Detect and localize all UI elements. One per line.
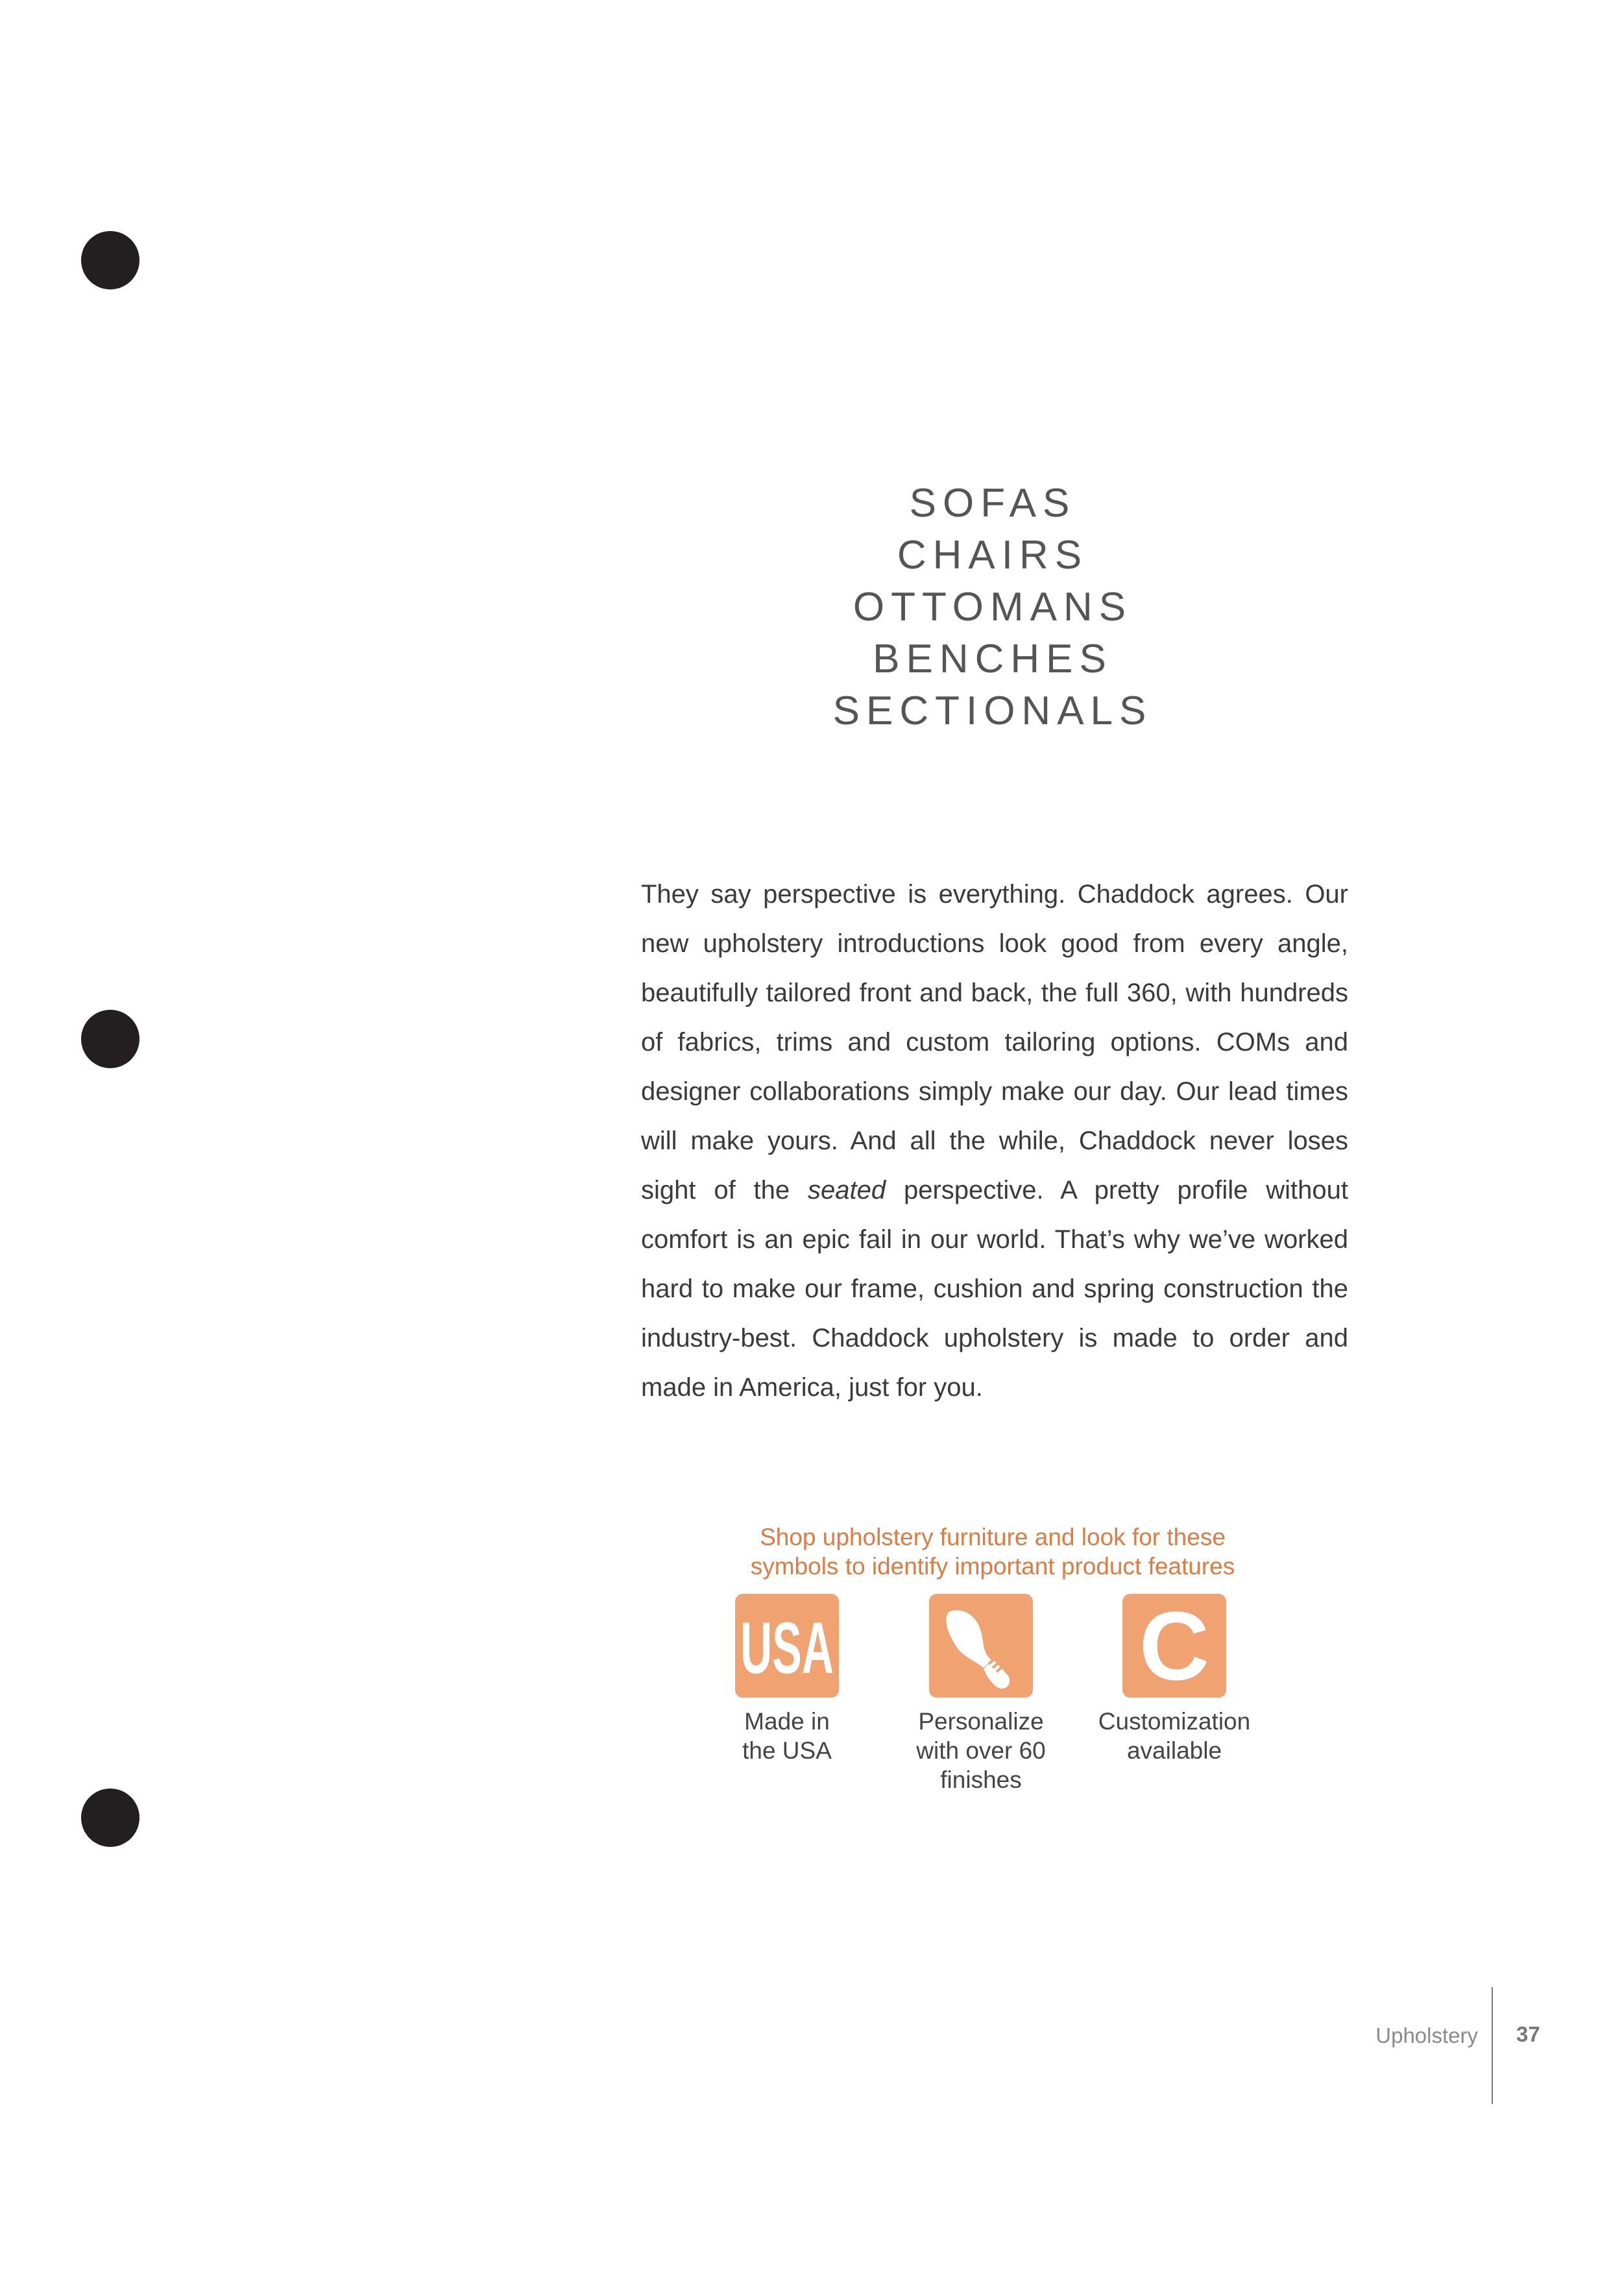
customization-graphic	[1122, 1591, 1226, 1700]
category-item: OTTOMANS	[853, 585, 1133, 629]
caption-line: Customization	[1098, 1708, 1251, 1735]
customization-badge-text: C	[1139, 1591, 1210, 1700]
paintbrush-icon	[929, 1594, 1033, 1698]
callout-line-1: Shop upholstery furniture and look for these	[760, 1524, 1226, 1550]
punch-hole-bottom	[81, 1789, 139, 1847]
intro-paragraph	[641, 870, 1348, 1412]
caption-line: available	[1126, 1737, 1222, 1764]
page-number: 37	[1516, 2022, 1540, 2046]
category-item: CHAIRS	[897, 533, 1089, 578]
customization-c-icon	[1122, 1591, 1226, 1700]
callout-line-2: symbols to identify important product features	[750, 1553, 1235, 1580]
usa-badge-icon	[735, 1594, 839, 1698]
intro-text-part2: perspective. A pretty profile without comfort is an epic fail in our world. That’s why we’ve worked hard to make our frame, cushion and spring construction the industry-best. Chaddock upholstery is made to order and made in America, just for you.	[641, 1176, 1348, 1402]
feature-caption	[690, 1707, 884, 1765]
feature-caption	[884, 1707, 1078, 1794]
caption-line: the USA	[742, 1737, 832, 1764]
feature-caption	[1077, 1707, 1272, 1765]
feature-customization	[1077, 1591, 1272, 1765]
feature-personalize-finishes	[884, 1594, 1078, 1794]
footer-divider	[1492, 1987, 1493, 2104]
caption-line: finishes	[940, 1766, 1022, 1793]
category-item: SOFAS	[909, 481, 1076, 526]
category-list	[733, 478, 1252, 737]
punch-hole-middle	[81, 1010, 139, 1068]
caption-line: Made in	[744, 1708, 830, 1735]
intro-text-part1: They say perspective is everything. Chaddock agrees. Our new upholstery introductions look good from every angle, beautifully tailored front and back, the full 360, with hundreds of fabrics, trims and custom tailoring options. COMs and designer collaborations simply make our day. Our lead times will make yours. And all the while, Chaddock never loses sight of the	[641, 880, 1348, 1204]
footer-section-label: Upholstery	[1375, 2023, 1478, 2047]
feature-made-in-usa	[690, 1594, 884, 1765]
caption-line: Personalize	[918, 1708, 1044, 1735]
intro-text-italic: seated	[808, 1176, 886, 1204]
category-item: SECTIONALS	[832, 689, 1153, 733]
category-item: BENCHES	[873, 637, 1113, 681]
feature-callout	[681, 1522, 1304, 1581]
usa-badge-graphic	[735, 1594, 839, 1698]
punch-hole-top	[81, 231, 139, 289]
caption-line: with over 60	[916, 1737, 1046, 1764]
paintbrush-graphic	[929, 1594, 1033, 1698]
usa-badge-text: USA	[740, 1607, 834, 1689]
